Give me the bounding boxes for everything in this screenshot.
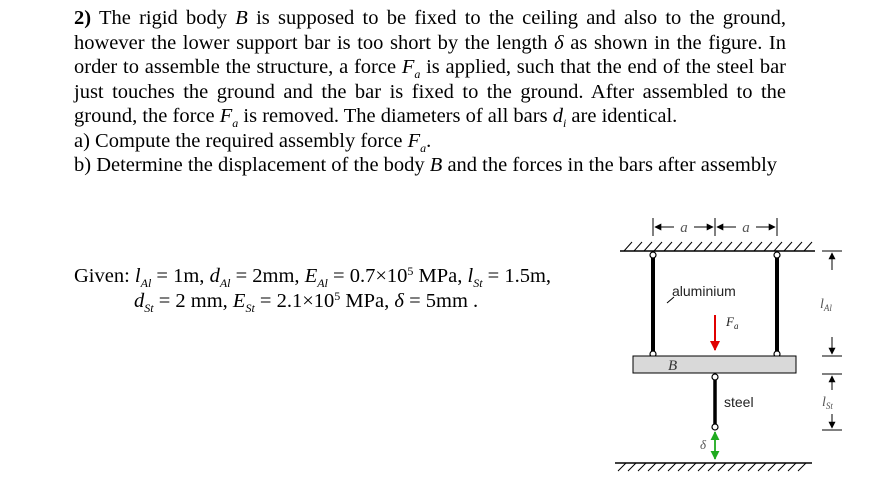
ground-support [615, 463, 812, 471]
symbol-d: d [134, 290, 145, 312]
exponent: 5 [334, 289, 341, 303]
subscript: Al [140, 276, 152, 291]
value: = 1.5m, [482, 265, 552, 287]
subscript: Al [219, 276, 231, 291]
delta-label: δ [700, 437, 707, 452]
symbol-delta: δ [394, 290, 404, 312]
rigid-body-B [633, 356, 796, 373]
symbol-F: F [407, 129, 421, 152]
subscript-a: a [420, 140, 427, 155]
symbol-d: d [552, 105, 563, 127]
text-run: is supposed to be fixed to the ceiling and also to the ground, however the lower support bar is too short by the length [74, 7, 786, 54]
symbol-F: F [401, 56, 415, 78]
symbol-l: l [467, 265, 474, 287]
part-b-text: b) Determine the displacement of the body [74, 154, 430, 176]
unit: MPa, [413, 265, 468, 287]
part-a-text: a) Compute the required assembly force [74, 129, 408, 152]
exponent: 5 [407, 264, 414, 278]
text-run: . [426, 129, 432, 152]
value: = 1m, [151, 265, 210, 287]
dim-label-a-left: a [680, 220, 688, 236]
symbol-delta: δ [554, 31, 564, 54]
body-label: B [668, 358, 678, 374]
symbol-F: F [219, 105, 233, 127]
steel-label: steel [724, 394, 754, 410]
symbol-B: B [235, 7, 248, 29]
text-run: is removed. The diameters of all bars [238, 105, 553, 127]
dimension-a [653, 218, 777, 236]
value: = 5mm . [403, 290, 479, 312]
value: = 0.7×10 [327, 265, 408, 287]
subscript-a: a [232, 116, 239, 131]
value: = 2.1×10 [254, 290, 335, 312]
text-run: are identical. [566, 105, 678, 127]
steel-bar [712, 374, 718, 430]
subscript: St [245, 301, 255, 316]
symbol-E: E [304, 265, 318, 287]
symbol-B: B [429, 154, 443, 176]
subscript: St [473, 276, 483, 291]
symbol-d: d [209, 265, 220, 287]
subscript: St [144, 301, 154, 316]
symbol-l: l [134, 265, 141, 287]
problem-number: 2) [74, 7, 92, 29]
subscript-a: a [414, 67, 421, 82]
subscript: Al [317, 276, 328, 291]
unit: MPa, [340, 290, 395, 312]
force-label: $F_a$ [726, 314, 739, 331]
text-run: and the forces in the bars after assembly [442, 154, 778, 176]
given-label: Given: [74, 265, 135, 287]
dim-label-a-right: a [742, 220, 750, 236]
value: = 2 mm, [153, 290, 233, 312]
text-run: The rigid body [98, 7, 236, 29]
text-run: is applied, such that the end of the steel bar just touches the ground and the bar is fixed to the ground. After assembled to the ground, the force [74, 56, 786, 127]
l-st-label: $l_{St}$ [822, 395, 833, 411]
ceiling-support [620, 242, 815, 251]
text-run: as shown in the figure. In order to assemble the structure, a force [74, 31, 786, 78]
value: = 2mm, [230, 265, 305, 287]
subscript-i: i [562, 116, 567, 131]
symbol-E: E [232, 290, 246, 312]
l-al-label: $l_{Al}$ [820, 297, 832, 313]
aluminium-label: aluminium [672, 283, 736, 299]
